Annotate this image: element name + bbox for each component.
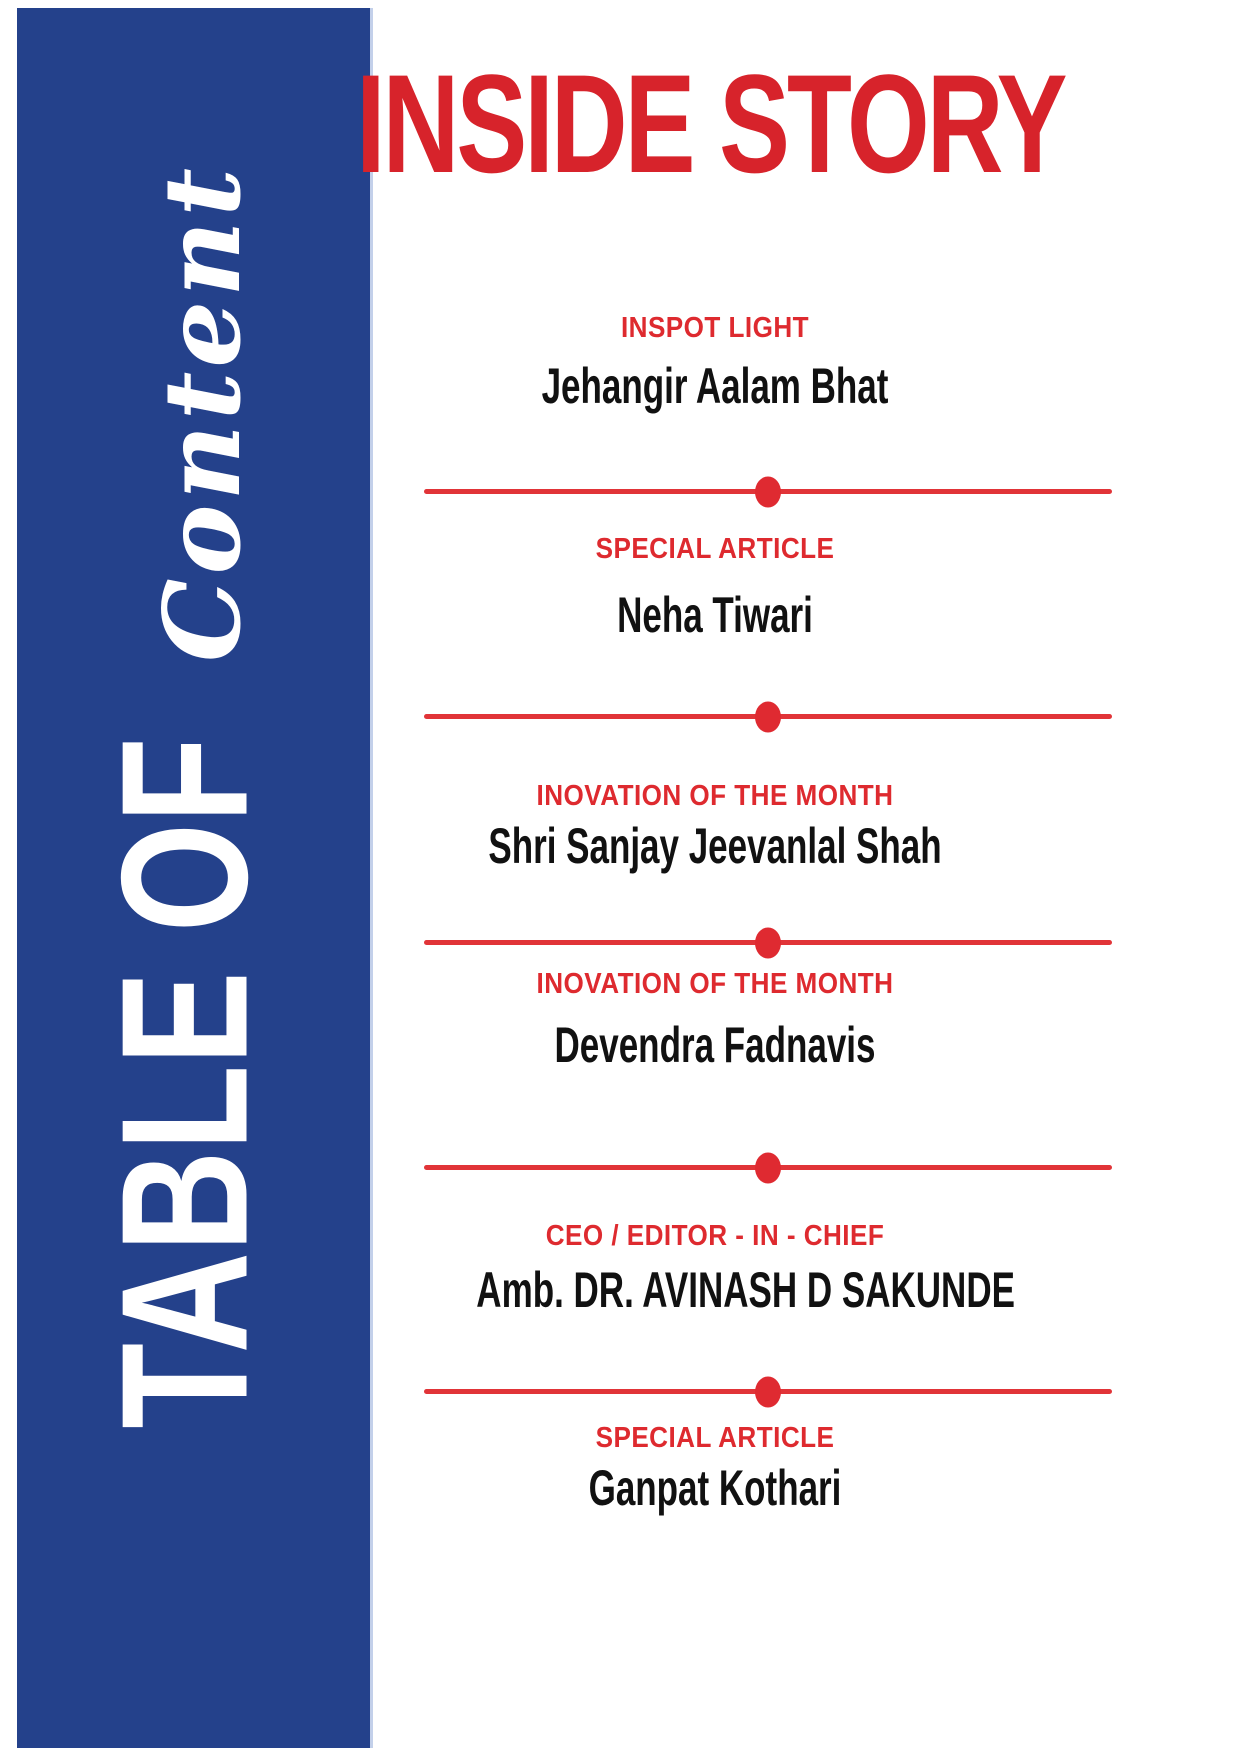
divider-dot	[755, 701, 781, 732]
section-category: INOVATION OF THE MONTH	[536, 968, 894, 1000]
section-category: INSPOT LIGHT	[620, 312, 810, 344]
section-name: Ganpat Kothari	[588, 1460, 842, 1516]
section-divider	[424, 1165, 1112, 1170]
divider-dot	[755, 1376, 781, 1407]
divider-dot	[755, 927, 781, 958]
page-title: INSIDE STORY	[356, 45, 1065, 202]
section-divider	[424, 1389, 1112, 1394]
divider-dot	[755, 1152, 781, 1183]
section-category: SPECIAL ARTICLE	[595, 533, 835, 565]
sidebar-script-word: Content	[140, 163, 264, 663]
sidebar-block-word: TABLE OF	[84, 737, 286, 1429]
section-divider	[424, 489, 1112, 494]
section-name: Amb. DR. AVINASH D SAKUNDE	[476, 1262, 1015, 1318]
divider-dot	[755, 476, 781, 507]
section-category: SPECIAL ARTICLE	[595, 1422, 835, 1454]
toc-sidebar	[17, 8, 373, 1748]
section-name: Shri Sanjay Jeevanlal Shah	[488, 818, 942, 874]
section-category: CEO / EDITOR - IN - CHIEF	[545, 1220, 885, 1252]
section-name: Devendra Fadnavis	[554, 1017, 876, 1073]
section-divider	[424, 940, 1112, 945]
section-divider	[424, 714, 1112, 719]
section-category: INOVATION OF THE MONTH	[536, 780, 894, 812]
section-name: Neha Tiwari	[617, 587, 813, 643]
section-name: Jehangir Aalam Bhat	[541, 358, 889, 414]
